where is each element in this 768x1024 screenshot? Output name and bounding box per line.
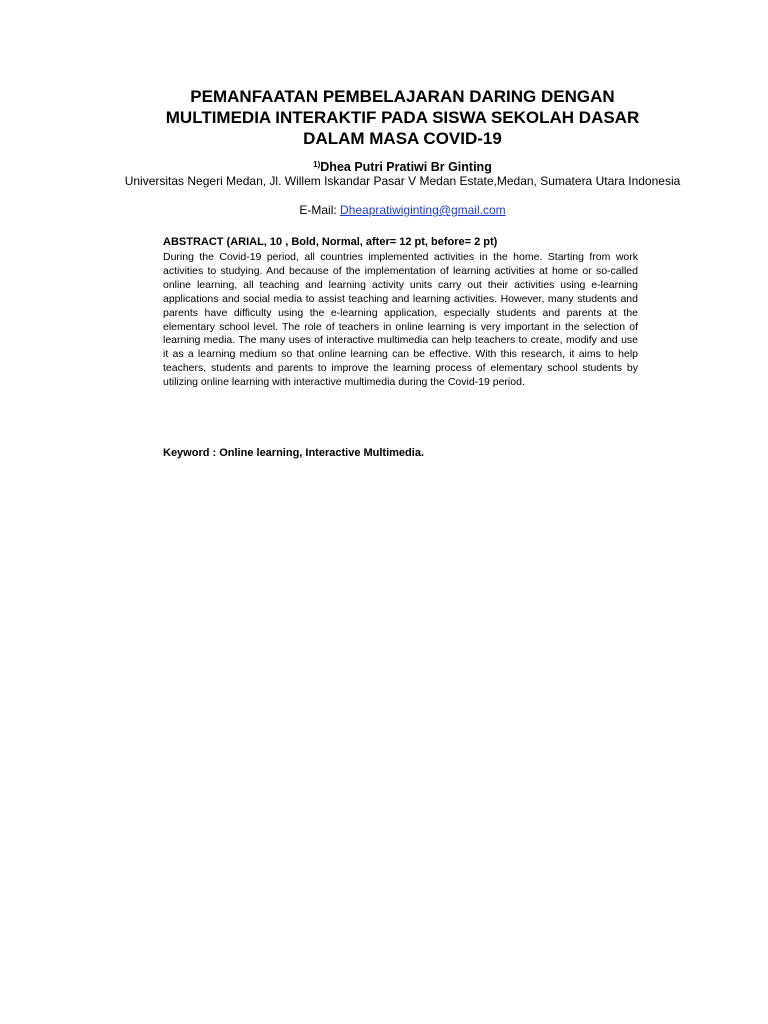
- abstract-body: During the Covid-19 period, all countries implemented activities in the home. Starting from work activities to studying. And because of the implementation of learning activities at home or so-called online learning, all teaching and learning activity units carry out their activities using e-learning applications and social media to assist teaching and learning activities. However, many students and parents have difficulty using the e-learning application, especially students and parents at the elementary school level. The role of teachers in online learning is very important in the selection of learning media. The many uses of interactive multimedia can help teachers to create, modify and use it as a learning medium so that online learning can be effective. With this research, it aims to help teachers, students and parents to improve the learning process of elementary school students by utilizing online learning with interactive multimedia during the Covid-19 period.: [163, 251, 638, 389]
- email-line: [110, 203, 695, 218]
- author-name: Dhea Putri Pratiwi Br Ginting: [320, 160, 492, 174]
- email-label: E-Mail:: [299, 203, 341, 217]
- abstract-heading: ABSTRACT (ARIAL, 10 , Bold, Normal, after= 12 pt, before= 2 pt): [163, 236, 498, 248]
- title-line-1: PEMANFAATAN PEMBELAJARAN DARING DENGAN: [190, 87, 615, 106]
- title-line-2: MULTIMEDIA INTERAKTIF PADA SISWA SEKOLAH DASAR: [165, 108, 640, 127]
- email-link[interactable]: Dheapratiwiginting@gmail.com: [340, 203, 506, 217]
- paper-title: [110, 86, 695, 149]
- author-marker: 1): [313, 160, 321, 169]
- title-line-3: DALAM MASA COVID-19: [303, 129, 502, 148]
- author-line: [110, 157, 695, 175]
- author-affiliation: Universitas Negeri Medan, Jl. Willem Iskandar Pasar V Medan Estate,Medan, Sumatera Utara Indonesia: [124, 174, 681, 188]
- keyword-line: Keyword : Online learning, Interactive Multimedia.: [163, 447, 424, 459]
